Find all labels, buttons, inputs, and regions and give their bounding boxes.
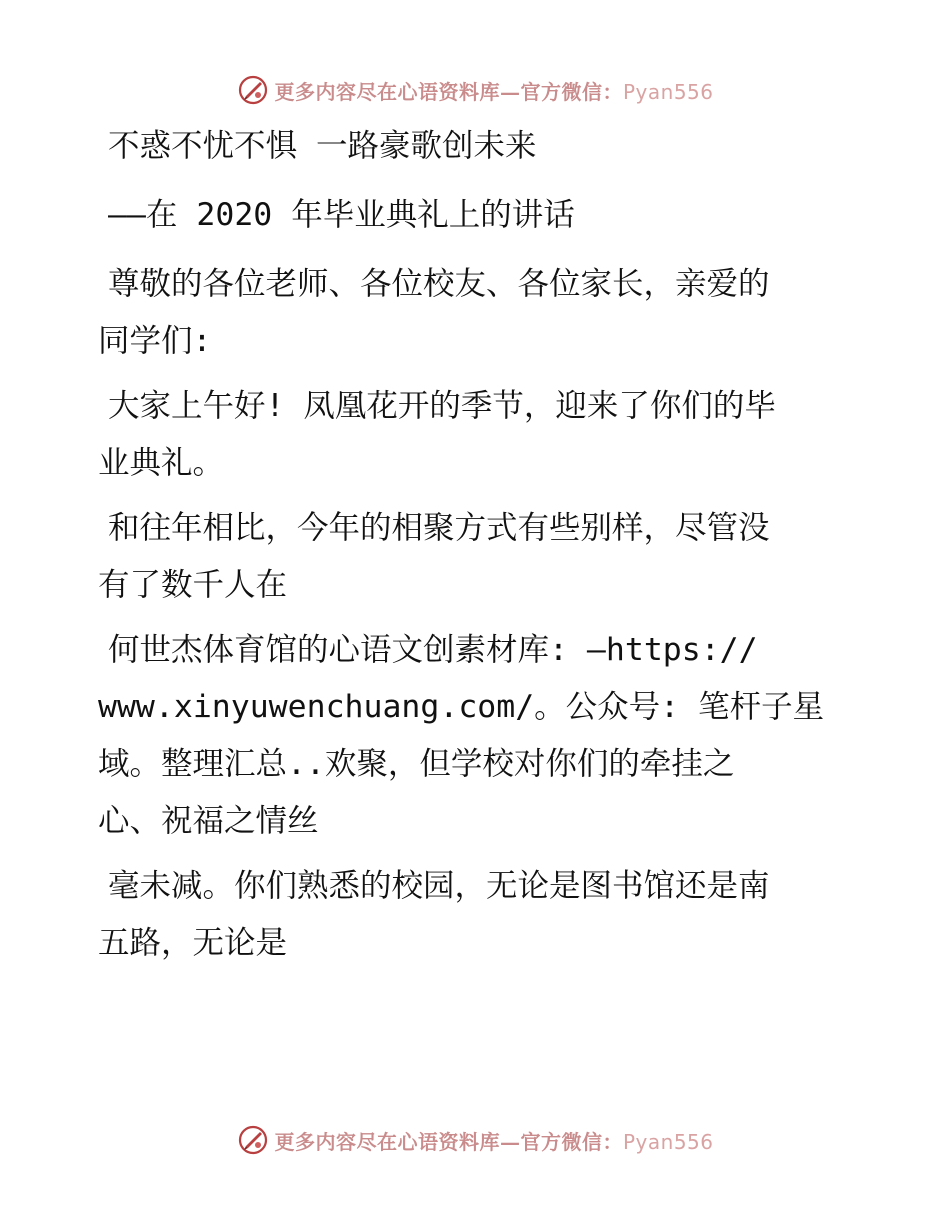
paragraph: 何世杰体育馆的心语文创素材库: —https:// www.xinyuwenchuang.com/。公众号: 笔杆子星 域。整理汇总..欢聚，但学校对你们的牵挂之 心、祝福之情丝 <box>98 632 825 839</box>
quill-seal-icon <box>236 1123 270 1157</box>
quill-seal-icon <box>236 73 270 107</box>
footer-banner <box>0 1120 950 1160</box>
paragraph: 尊敬的各位老师、各位校友、各位家长，亲爱的 同学们: <box>98 266 770 359</box>
banner-text: 更多内容尽在心语资料库—官方微信：Pyan556 <box>274 79 714 104</box>
paragraph: 毫未减。你们熟悉的校园，无论是图书馆还是南 五路，无论是 <box>98 868 770 961</box>
document-title: 不惑不忧不惧 一路豪歌创未来 <box>108 128 537 164</box>
banner-text: 更多内容尽在心语资料库—官方微信：Pyan556 <box>274 1129 714 1154</box>
wechat-id: Pyan556 <box>622 79 714 104</box>
wechat-id: Pyan556 <box>622 1129 714 1154</box>
paragraph: 大家上午好! 凤凰花开的季节，迎来了你们的毕 业典礼。 <box>98 388 776 481</box>
document-body <box>98 118 838 980</box>
header-banner <box>0 70 950 110</box>
paragraph: 和往年相比，今年的相聚方式有些别样，尽管没 有了数千人在 <box>98 510 770 603</box>
document-subtitle: ——在 2020 年毕业典礼上的讲话 <box>108 197 575 233</box>
